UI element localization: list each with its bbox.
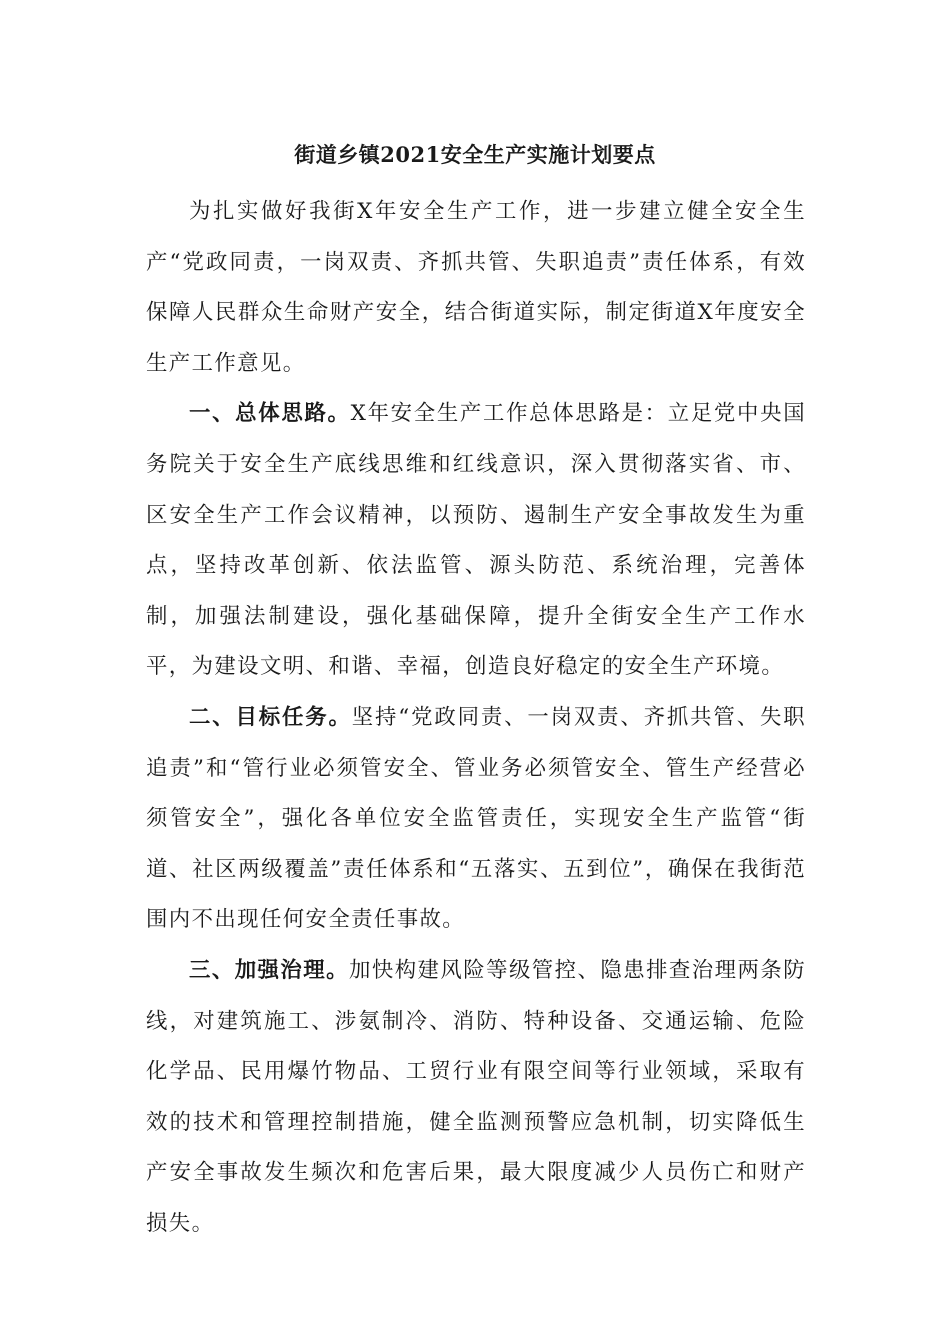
section-text: 加快构建风险等级管控、隐患排查治理两条防线，对建筑施工、涉氨制冷、消防、特种设备、交通运输、危险化学品、民用爆竹物品、工贸行业有限空间等行业领域，采取有效的技术和管理控制措施，健全监测预警应急机制，切实降低生产安全事故发生频次和危害后果，最大限度减少人员伤亡和财产损失。 <box>146 957 806 1236</box>
section-text: X年安全生产工作总体思路是：立足党中央国务院关于安全生产底线思维和红线意识，深入贯彻落实省、市、区安全生产工作会议精神，以预防、遏制生产安全事故发生为重点，坚持改革创新、依法监管、源头防范、系统治理，完善体制，加强法制建设，强化基础保障，提升全街安全生产工作水平，为建设文明、和谐、幸福，创造良好稳定的安全生产环境。 <box>146 401 806 680</box>
section-overall-approach <box>146 389 806 693</box>
section-goals-tasks <box>146 693 806 946</box>
section-text: 坚持“党政同责、一岗双责、齐抓共管、失职追责”和“管行业必须管安全、管业务必须管安全、管生产经营必须管安全”，强化各单位安全监管责任，实现安全生产监管“街道、社区两级覆盖”责任体系和“五落实、五到位”，确保在我街范围内不出现任何安全责任事故。 <box>146 704 806 933</box>
section-heading: 三、加强治理。 <box>189 957 349 983</box>
intro-paragraph: 为扎实做好我街X年安全生产工作，进一步建立健全安全生产“党政同责，一岗双责、齐抓共管、失职追责”责任体系，有效保障人民群众生命财产安全，结合街道实际，制定街道X年度安全生产工作意见。 <box>146 199 806 376</box>
section-heading: 二、目标任务。 <box>189 704 352 730</box>
section-heading: 一、总体思路。 <box>189 401 351 427</box>
document-body <box>146 187 806 1249</box>
document-title: 街道乡镇2021安全生产实施计划要点 <box>294 142 656 167</box>
section-strengthen-governance <box>146 946 806 1250</box>
